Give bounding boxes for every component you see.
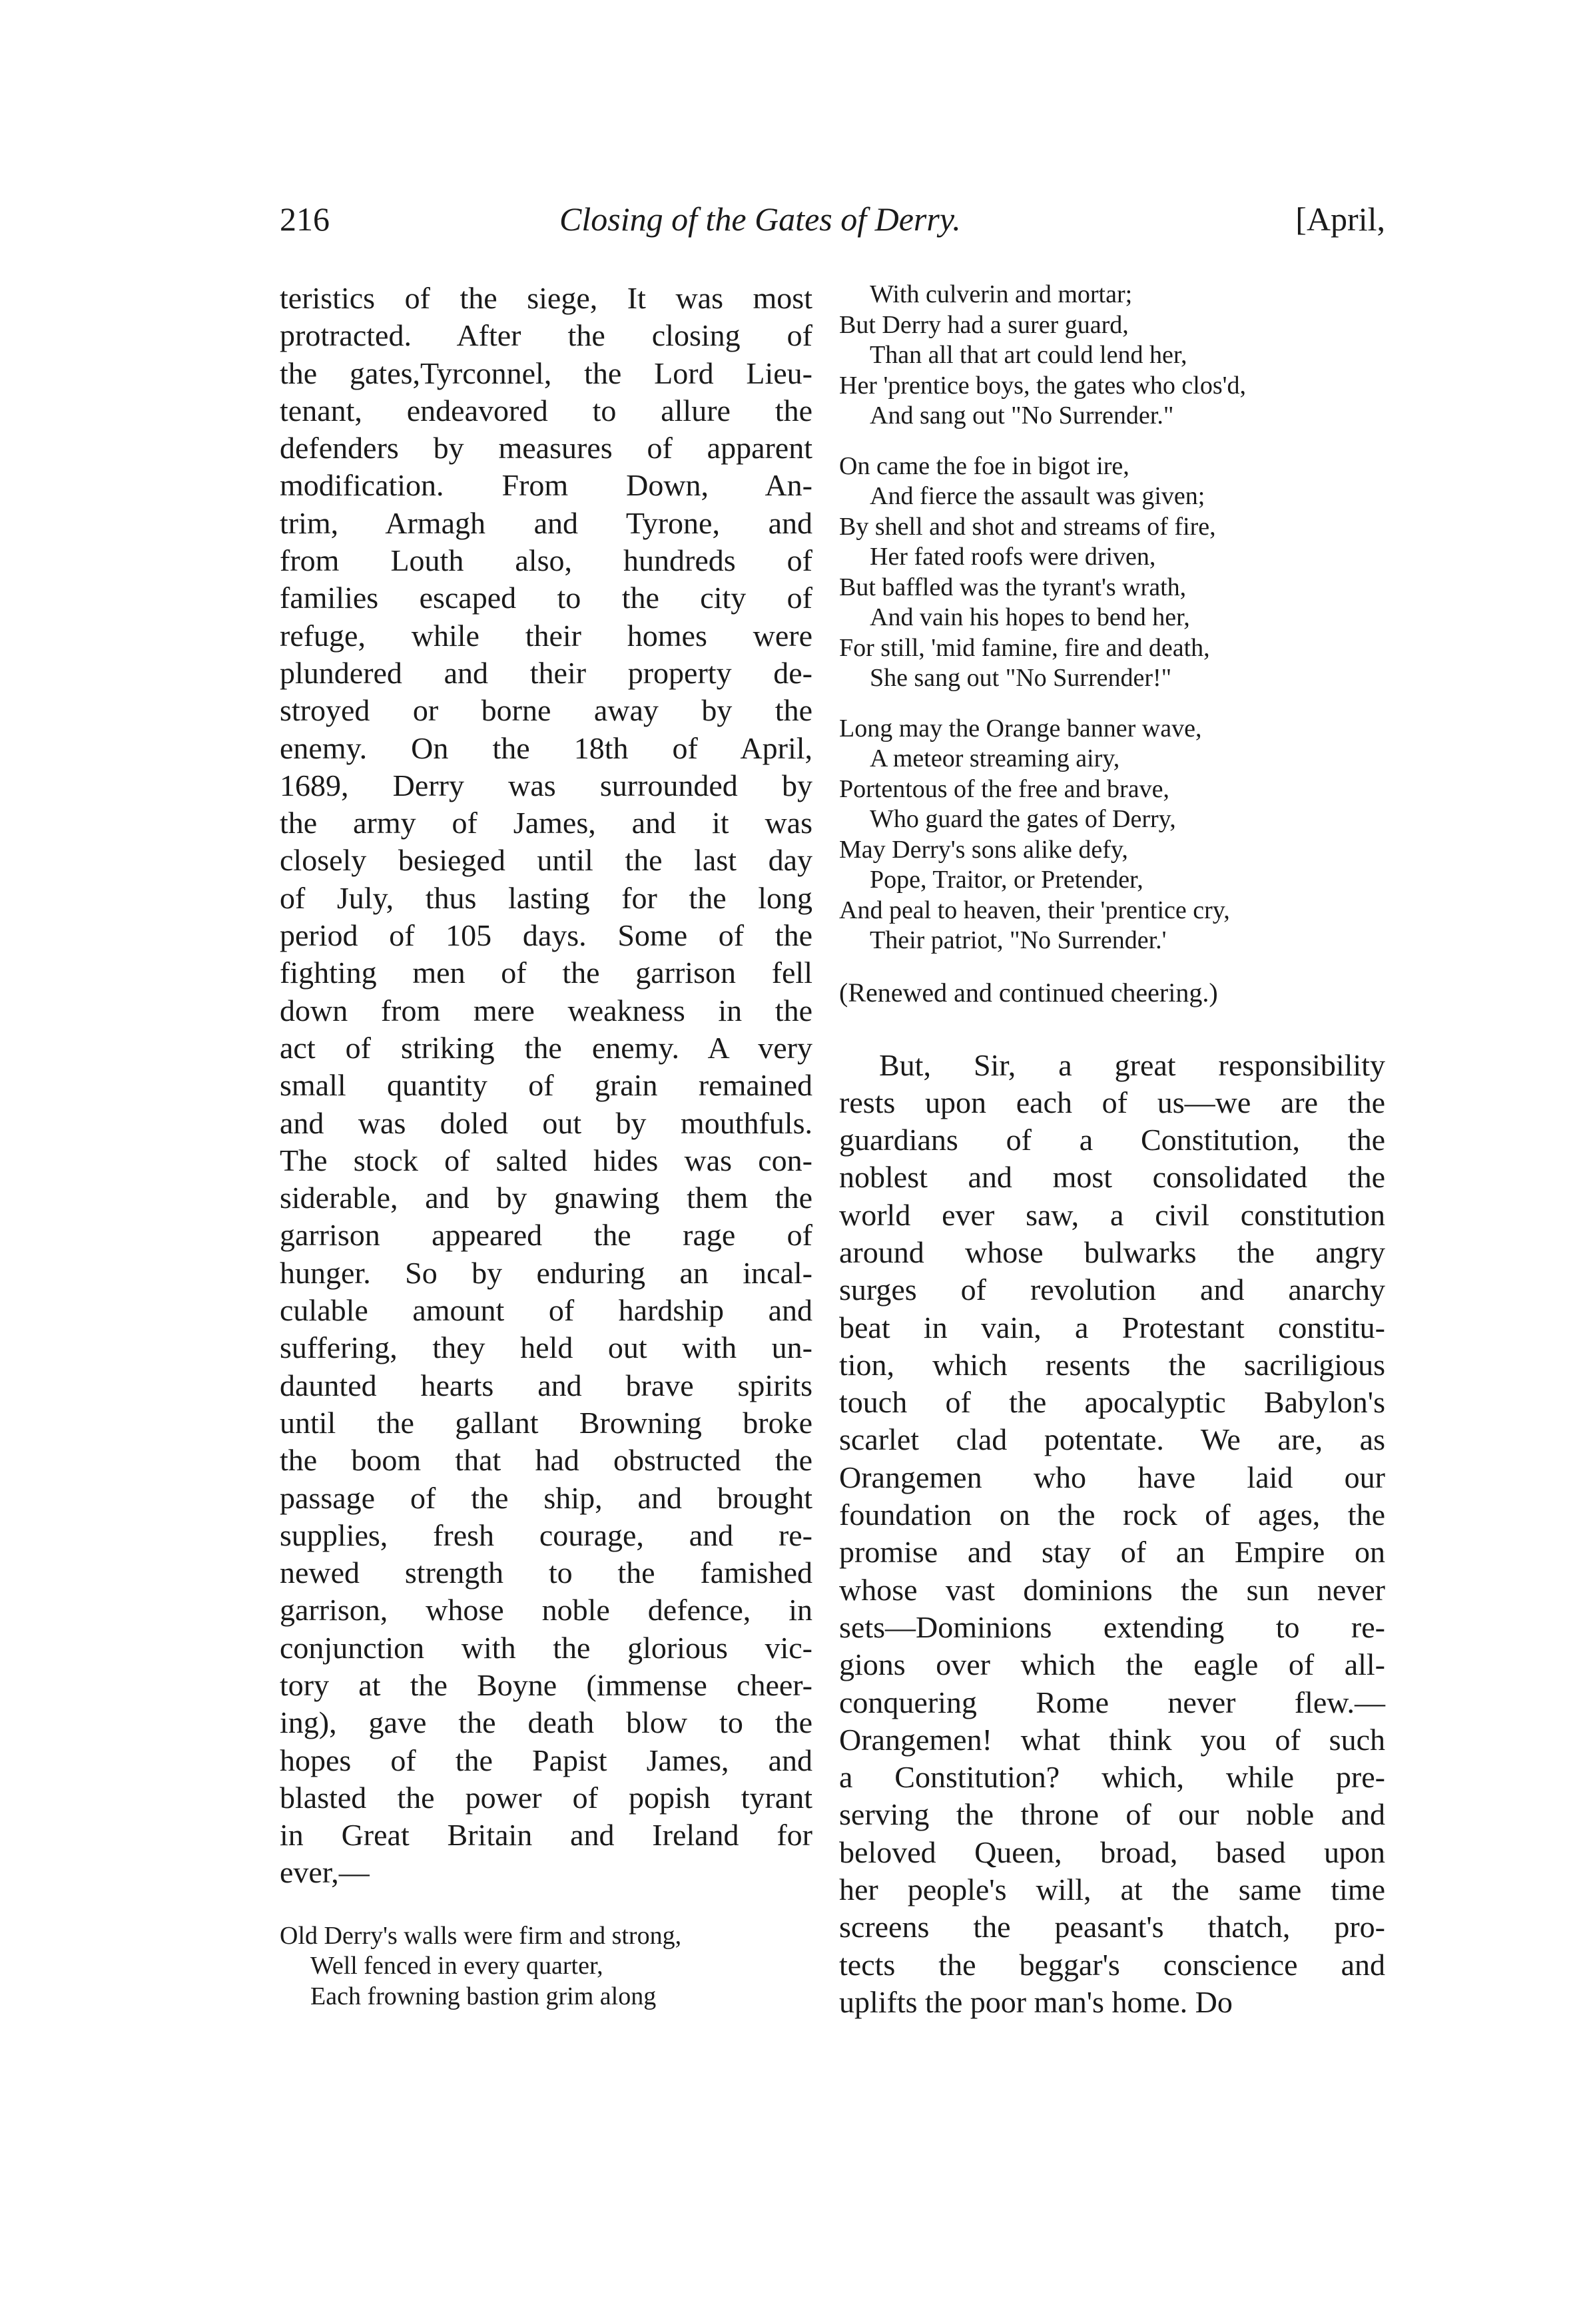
text-line: teristics of the siege, It was most xyxy=(280,281,812,315)
text-line: the gates,Tyrconnel, the Lord Lieu- xyxy=(280,356,812,390)
text-line: whose vast dominions the sun never xyxy=(839,1572,1385,1607)
text-line: her people's will, at the same time xyxy=(839,1873,1385,1907)
running-title: Closing of the Gates of Derry. xyxy=(559,200,961,238)
text-line: rests upon each of us—we are the xyxy=(839,1085,1385,1119)
text-line: siderable, and by gnawing them the xyxy=(280,1181,812,1215)
poem-line: With culverin and mortar; xyxy=(870,280,1133,308)
text-line: promise and stay of an Empire on xyxy=(839,1535,1385,1570)
left-prose-paragraph xyxy=(280,280,812,1892)
poem-stanza-1 xyxy=(839,280,1385,432)
text-line: noblest and most consolidated the xyxy=(839,1160,1385,1195)
text-line: act of striking the enemy. A very xyxy=(280,1030,812,1065)
text-line: tion, which resents the sacriligious xyxy=(839,1347,1385,1382)
text-line: suffering, they held out with un- xyxy=(280,1330,812,1365)
poem-line: Well fenced in every quarter, xyxy=(310,1952,603,1980)
poem-line: For still, 'mid famine, fire and death, xyxy=(839,633,1210,662)
text-line: Orangemen! what think you of such xyxy=(839,1722,1385,1757)
text-line: Orangemen who have laid our xyxy=(839,1460,1385,1494)
poem-line: On came the foe in bigot ire, xyxy=(839,451,1129,480)
text-line: culable amount of hardship and xyxy=(280,1293,812,1328)
text-line: until the gallant Browning broke xyxy=(280,1405,812,1440)
text-line: stroyed or borne away by the xyxy=(280,693,812,728)
text-line: guardians of a Constitution, the xyxy=(839,1123,1385,1157)
right-prose-paragraph xyxy=(839,1047,1385,2022)
text-line: beat in vain, a Protestant constitu- xyxy=(839,1310,1385,1344)
text-line: touch of the apocalyptic Babylon's xyxy=(839,1385,1385,1420)
text-line: modification. From Down, An- xyxy=(280,468,812,503)
poem-line: Their patriot, "No Surrender.' xyxy=(870,926,1167,954)
text-line: hunger. So by enduring an incal- xyxy=(280,1255,812,1290)
text-line: garrison, whose noble defence, in xyxy=(280,1593,812,1627)
text-line: the boom that had obstructed the xyxy=(280,1443,812,1478)
text-line: protracted. After the closing of xyxy=(280,318,812,353)
text-line: world ever saw, a civil constitution xyxy=(839,1197,1385,1232)
text-line: sets—Dominions extending to re- xyxy=(839,1609,1385,1644)
text-line: down from mere weakness in the xyxy=(280,993,812,1027)
text-line: uplifts the poor man's home. Do xyxy=(839,1984,1233,2019)
text-line: conquering Rome never flew.— xyxy=(839,1685,1385,1719)
text-line: ever,— xyxy=(280,1855,370,1890)
poem-line: A meteor streaming airy, xyxy=(870,744,1120,772)
text-line: 1689, Derry was surrounded by xyxy=(280,768,812,802)
poem-line: Old Derry's walls were firm and strong, xyxy=(280,1921,682,1950)
poem-line: Pope, Traitor, or Pretender, xyxy=(870,866,1143,894)
text-line: trim, Armagh and Tyrone, and xyxy=(280,505,812,540)
text-line: a Constitution? which, while pre- xyxy=(839,1760,1385,1795)
text-line: refuge, while their homes were xyxy=(280,618,812,653)
poem-line: Than all that art could lend her, xyxy=(870,341,1187,369)
text-line: surges of revolution and anarchy xyxy=(839,1273,1385,1307)
text-line: The stock of salted hides was con- xyxy=(280,1143,812,1177)
text-line: But, Sir, a great responsibility xyxy=(879,1047,1385,1082)
poem-line: Her fated roofs were driven, xyxy=(870,543,1156,571)
poem-line: But baffled was the tyrant's wrath, xyxy=(839,573,1187,601)
running-month: [April, xyxy=(1295,200,1385,238)
poem-line: But Derry had a surer guard, xyxy=(839,310,1129,339)
left-column xyxy=(280,280,812,2012)
text-line: in Great Britain and Ireland for xyxy=(280,1818,812,1853)
text-line: around whose bulwarks the angry xyxy=(839,1235,1385,1269)
text-line: tenant, endeavored to allure the xyxy=(280,393,812,428)
text-line: small quantity of grain remained xyxy=(280,1068,812,1103)
text-line: blasted the power of popish tyrant xyxy=(280,1780,812,1815)
text-line: of July, thus lasting for the long xyxy=(280,880,812,915)
poem-line: Who guard the gates of Derry, xyxy=(870,805,1176,833)
poem-line: By shell and shot and streams of fire, xyxy=(839,512,1216,541)
text-line: daunted hearts and brave spirits xyxy=(280,1368,812,1402)
text-line: ing), gave the death blow to the xyxy=(280,1705,812,1740)
text-line: supplies, fresh courage, and re- xyxy=(280,1518,812,1552)
poem-line: Portentous of the free and brave, xyxy=(839,774,1169,803)
text-line: garrison appeared the rage of xyxy=(280,1218,812,1253)
text-line: period of 105 days. Some of the xyxy=(280,918,812,953)
poem-line: And peal to heaven, their 'prentice cry, xyxy=(839,896,1230,924)
poem-line: And vain his hopes to bend her, xyxy=(870,603,1190,631)
running-header xyxy=(280,200,1385,253)
text-line: conjunction with the glorious vic- xyxy=(280,1630,812,1665)
text-line: from Louth also, hundreds of xyxy=(280,543,812,578)
text-line: gions over which the eagle of all- xyxy=(839,1647,1385,1682)
text-line: tects the beggar's conscience and xyxy=(839,1947,1385,1982)
poem-stanza-3 xyxy=(839,714,1385,956)
poem-line: Long may the Orange banner wave, xyxy=(839,714,1202,742)
text-line: serving the throne of our noble and xyxy=(839,1797,1385,1832)
text-line: foundation on the rock of ages, the xyxy=(839,1498,1385,1532)
poem-line: Her 'prentice boys, the gates who clos'd, xyxy=(839,371,1246,400)
right-column xyxy=(839,280,1385,2021)
text-line: closely besieged until the last day xyxy=(280,843,812,878)
text-line: hopes of the Papist James, and xyxy=(280,1743,812,1777)
text-line: tory at the Boyne (immense cheer- xyxy=(280,1667,812,1702)
text-line: defenders by measures of apparent xyxy=(280,431,812,465)
text-line: screens the peasant's thatch, pro- xyxy=(839,1910,1385,1944)
poem-line: She sang out "No Surrender!" xyxy=(870,664,1172,692)
text-line: the army of James, and it was xyxy=(280,806,812,840)
poem-line: May Derry's sons alike defy, xyxy=(839,835,1128,864)
poem-line: And sang out "No Surrender." xyxy=(870,402,1174,430)
text-line: newed strength to the famished xyxy=(280,1556,812,1590)
text-line: plundered and their property de- xyxy=(280,655,812,690)
text-line: beloved Queen, broad, based upon xyxy=(839,1835,1385,1869)
text-line: scarlet clad potentate. We are, as xyxy=(839,1422,1385,1457)
text-line: enemy. On the 18th of April, xyxy=(280,730,812,765)
page-number: 216 xyxy=(280,200,330,238)
text-line: fighting men of the garrison fell xyxy=(280,956,812,990)
left-poem-stanza xyxy=(280,1921,812,2012)
text-line: passage of the ship, and brought xyxy=(280,1480,812,1515)
poem-line: And fierce the assault was given; xyxy=(870,482,1205,510)
text-line: and was doled out by mouthfuls. xyxy=(280,1105,812,1140)
poem-line: Each frowning bastion grim along xyxy=(310,1982,657,2010)
text-line: families escaped to the city of xyxy=(280,581,812,615)
cheering-note: (Renewed and continued cheering.) xyxy=(839,977,1218,1008)
poem-stanza-2 xyxy=(839,451,1385,694)
